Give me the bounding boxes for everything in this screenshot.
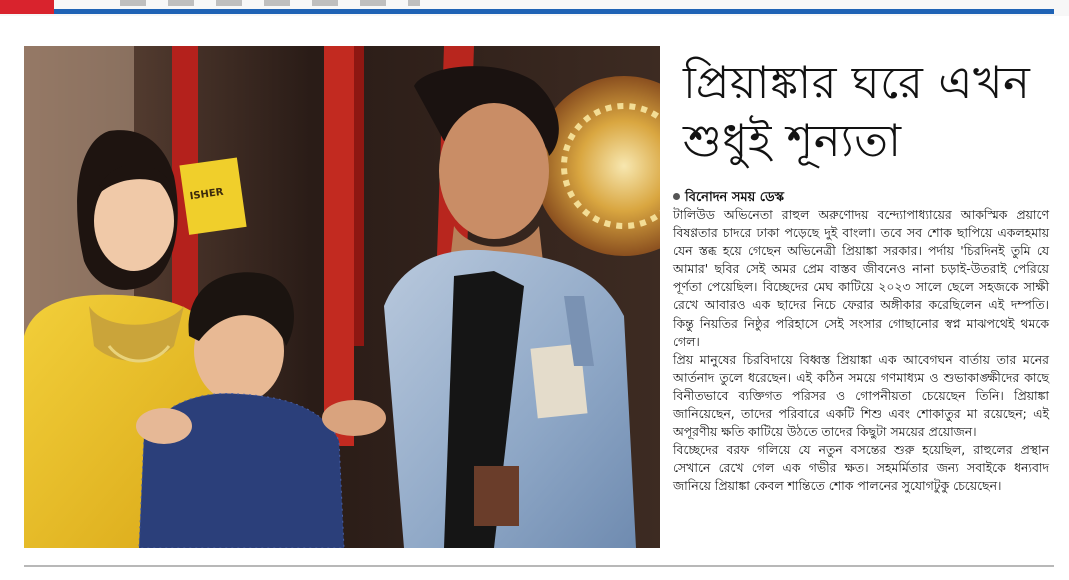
article-paragraph: বিচ্ছেদের বরফ গলিয়ে যে নতুন বসন্তের শুরু হয়েছিল, রাহুলের প্রস্থান সেখানে রেখে গেল এক গভীর ক্ষত। সহমর্মিতার জন্য সবাইকে ধন্যবাদ জানিয়ে প্রিয়াঙ্কা কেবল শান্তিতে শোক পালনের সুযোগটুকু চেয়েছেন। [673,442,1049,494]
section-marker [0,0,54,14]
header-rule [54,9,1054,14]
article-photo [24,46,660,548]
article-paragraph: প্রিয় মানুষের চিরবিদায়ে বিধ্বস্ত প্রিয়াঙ্কা এক আবেগঘন বার্তায় তার মনের আর্তনাদ তুলে ধরেছেন। এই কঠিন সময়ে গণমাধ্যম ও শুভাকাঙ্ক্ষীদের কাছে বিনীতভাবে ব্যক্তিগত পরিসর ও গোপনীয়তা চেয়েছেন তিনি। প্রিয়াঙ্কা জানিয়েছেন, তাদের পরিবারে একটি শিশু এবং শোকাতুর মা রয়েছেন; এই অপূরণীয় ক্ষতি কাটিয়ে উঠতে তাদের কিছুটা সময়ের প্রয়োজন। [673,351,1049,440]
top-cropped-text [120,0,420,6]
desk-label: বিনোদন সময় ডেস্ক [685,190,785,205]
article-body [673,206,1049,496]
sign-text: ISHER [189,186,225,203]
headline: প্রিয়াঙ্কার ঘরে এখন শুধুই শূন্যতা [683,56,1031,167]
bottom-divider [24,565,1054,567]
bullet-icon [673,193,680,200]
article-paragraph: টালিউড অভিনেতা রাহুল অরুণোদয় বন্দ্যোপাধ্যায়ের আকস্মিক প্রয়াণে বিষণ্ণতার চাদরে ঢাকা পড়েছে দুই বাংলা। তবে সব শোক ছাপিয়ে একলহমায় যেন স্তব্ধ হয়ে গেছেন অভিনেত্রী প্রিয়াঙ্কা সরকার। পর্দায় 'চিরদিনই তুমি যে আমার' ছবির সেই অমর প্রেম বাস্তব জীবনেও নানা চড়াই-উতরাই পেরিয়ে পূর্ণতা পেয়েছিল। বিচ্ছেদের মেঘ কাটিয়ে ২০২৩ সালে ছেলে সহজকে সাক্ষী রেখে আবারও এক ছাদের নিচে ফেরার অঙ্গীকার করেছিলেন এই দম্পতি। কিন্তু নিয়তির নিষ্ঠুর পরিহাসে সেই সংসার গোছানোর স্বপ্ন মাঝপথেই থমকে গেল। [673,207,1049,349]
